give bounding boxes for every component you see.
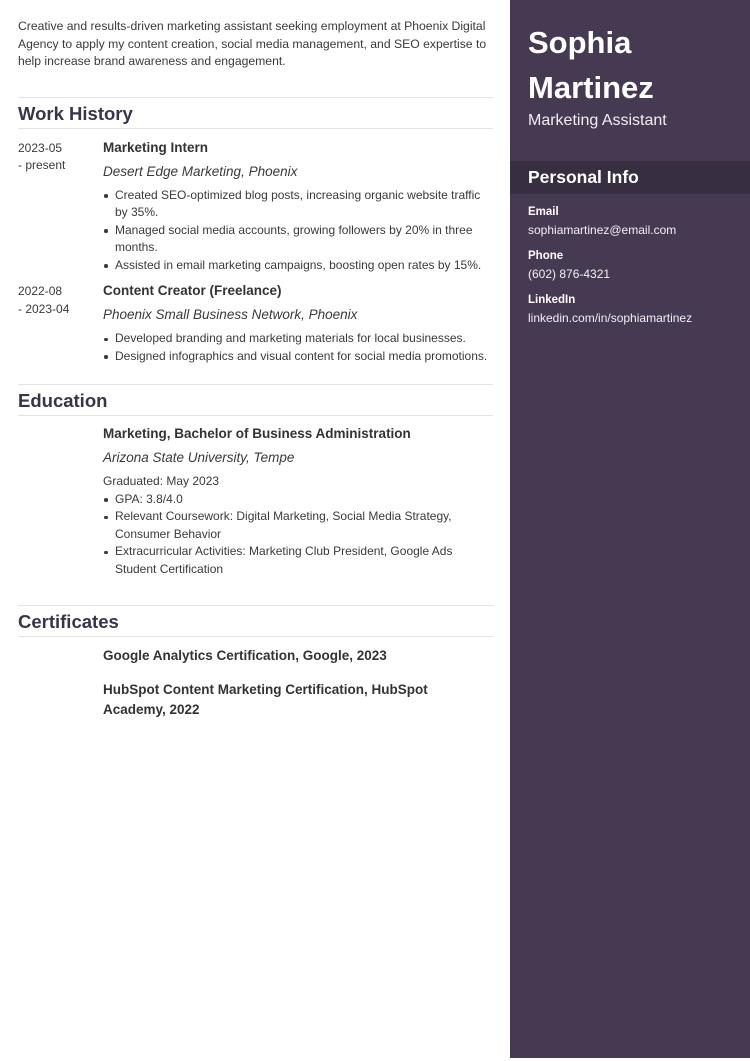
date-end: - 2023-04 [18,301,70,316]
entry-date [18,139,103,275]
work-entry [18,139,493,275]
candidate-name [528,20,738,110]
sidebar [510,0,750,1058]
last-name: Martinez [528,70,654,105]
certificates-header [18,605,493,637]
job-title: Marketing Intern [103,139,209,155]
section-title: Education [18,390,108,411]
bullet: Created SEO-optimized blog posts, increasing organic website traffic by 35%. [103,187,493,222]
bullet: Developed branding and marketing materials for local businesses. [103,330,493,348]
certificate-item: HubSpot Content Marketing Certification, HubSpot Academy, 2022 [103,682,428,717]
bullet: Designed infographics and visual content for social media promotions. [103,348,493,366]
school: Arizona State University, Tempe [103,450,295,465]
contact-label: Phone [528,250,564,262]
bullet: Managed social media accounts, growing followers by 20% in three months. [103,222,493,257]
bullet: Assisted in email marketing campaigns, boosting open rates by 15%. [103,257,493,275]
contact-phone [528,249,743,283]
job-title: Content Creator (Freelance) [103,283,282,298]
date-start: 2023-05 [18,140,63,155]
date-end: - present [18,158,66,172]
summary-text: Creative and results-driven marketing assistant seeking employment at Phoenix Digital Agency to apply my content creation, social media management, and SEO expertise to help increase brand awareness and engagement. [18,19,487,68]
date-start: 2022-08 [18,284,63,298]
job-role: Marketing Assistant [528,112,667,129]
main-column [18,0,493,720]
contact-linkedin [528,293,743,327]
section-title: Certificates [18,611,119,632]
bullet: Relevant Coursework: Digital Marketing, Social Media Strategy, Consumer Behavior [103,508,493,543]
certificate-item: Google Analytics Certification, Google, 2023 [103,648,387,663]
graduation-date: Graduated: May 2023 [103,474,220,488]
work-entry [18,282,493,365]
contact-value[interactable]: sophiamartinez@email.com [528,223,677,237]
contact-label: Email [528,206,559,218]
personal-info-header [510,161,750,194]
first-name: Sophia [528,25,632,60]
education-header [18,384,493,416]
contact-value[interactable]: (602) 876-4321 [528,267,611,281]
contact-label: LinkedIn [528,294,576,306]
education-bullets [103,491,493,579]
certificate-entry [18,680,493,720]
job-bullets [103,330,493,365]
certificate-entry [18,646,493,666]
job-bullets [103,187,493,275]
bullet: GPA: 3.8/4.0 [103,491,493,509]
section-title: Personal Info [528,167,639,187]
contact-email [528,205,743,239]
contact-value[interactable]: linkedin.com/in/sophiamartinez [528,311,693,325]
education-entry [18,425,493,578]
bullet: Extracurricular Activities: Marketing Club President, Google Ads Student Certification [103,543,493,578]
work-history-header [18,97,493,129]
entry-date [18,425,103,578]
entry-date [18,282,103,365]
section-title: Work History [18,102,133,124]
job-org: Desert Edge Marketing, Phoenix [103,163,298,179]
job-org: Phoenix Small Business Network, Phoenix [103,307,358,322]
degree: Marketing, Bachelor of Business Administration [103,426,411,441]
